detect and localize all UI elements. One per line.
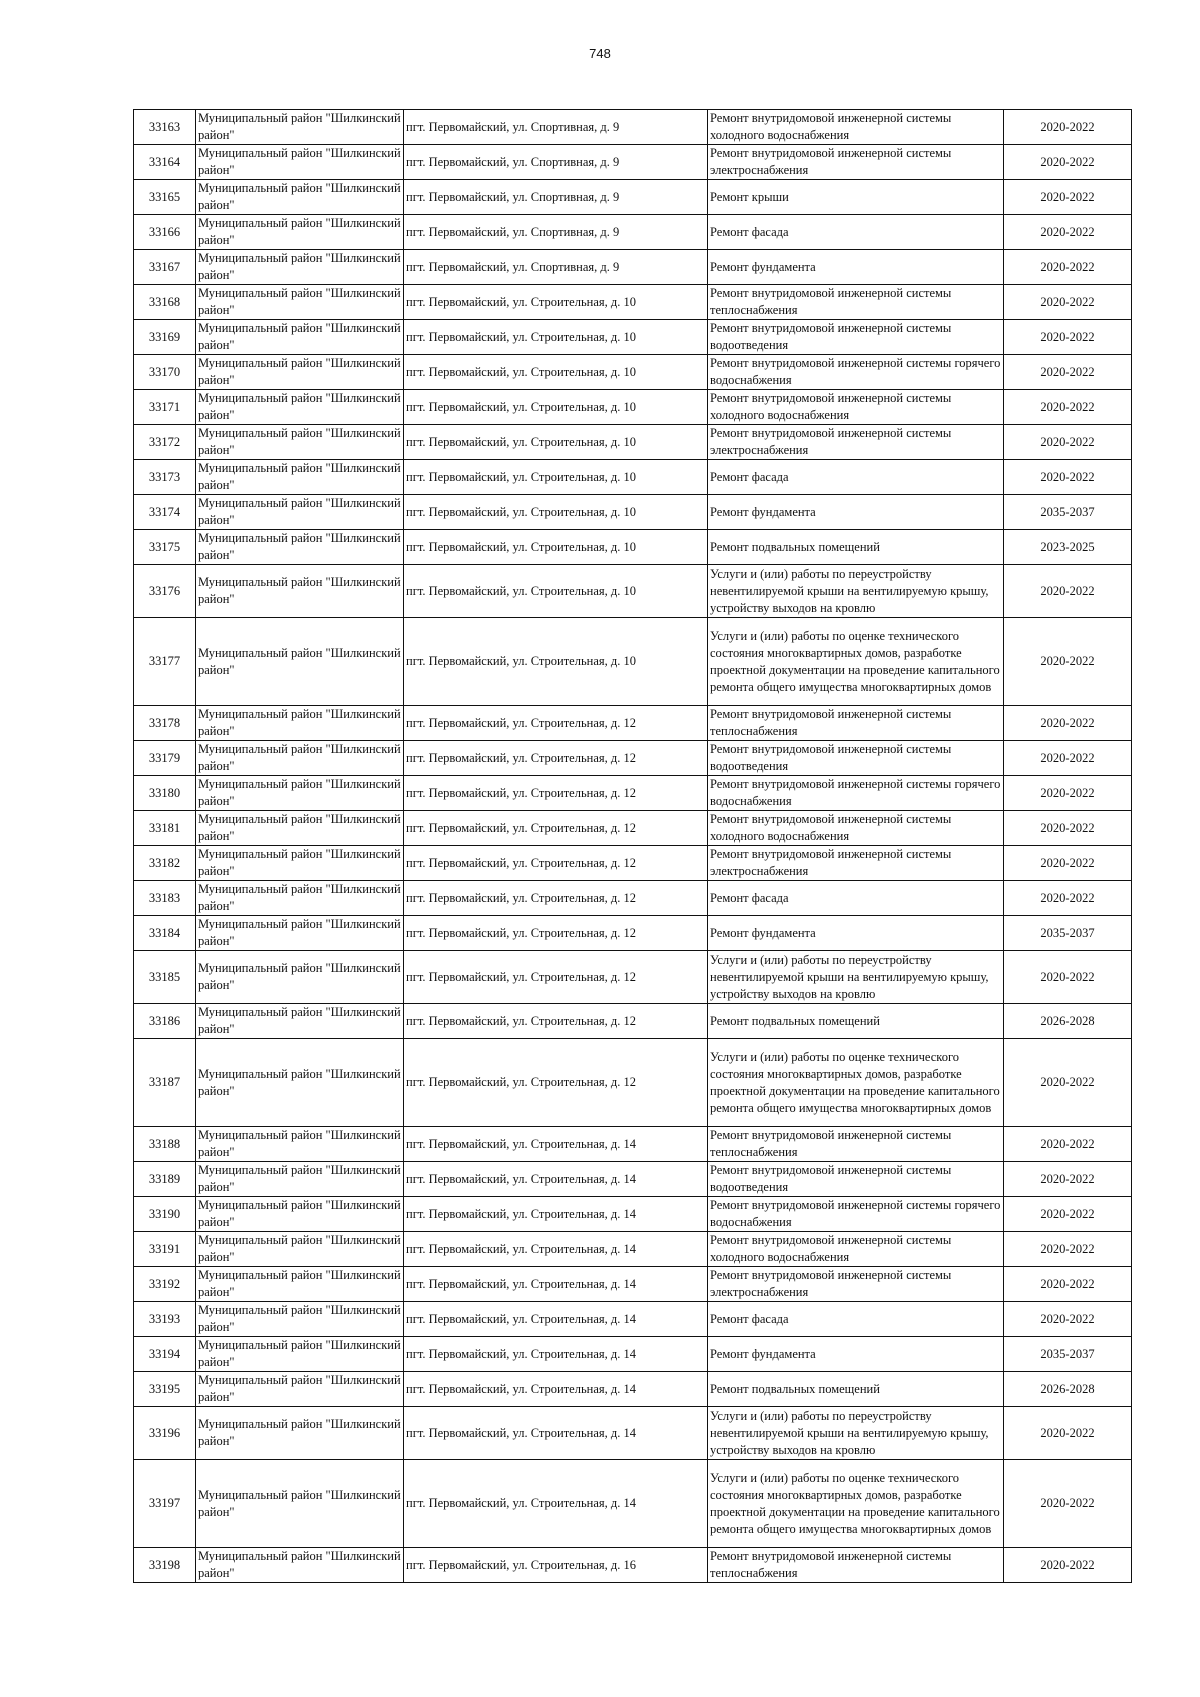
address-cell: пгт. Первомайский, ул. Спортивная, д. 9	[404, 110, 708, 145]
municipality-cell: Муниципальный район "Шилкинский район"	[196, 1004, 404, 1039]
period-cell: 2023-2025	[1004, 530, 1132, 565]
municipality-cell: Муниципальный район "Шилкинский район"	[196, 355, 404, 390]
address-cell: пгт. Первомайский, ул. Строительная, д. 14	[404, 1267, 708, 1302]
municipality-cell: Муниципальный район "Шилкинский район"	[196, 565, 404, 618]
period-cell: 2020-2022	[1004, 1162, 1132, 1197]
period-cell: 2026-2028	[1004, 1372, 1132, 1407]
work-type-cell: Ремонт внутридомовой инженерной системы горячего водоснабжения	[708, 355, 1004, 390]
record-number: 33191	[134, 1232, 196, 1267]
record-number: 33196	[134, 1407, 196, 1460]
table-row	[134, 951, 1132, 1004]
work-type-cell: Ремонт фасада	[708, 881, 1004, 916]
period-cell: 2020-2022	[1004, 250, 1132, 285]
work-type-cell: Ремонт фасада	[708, 460, 1004, 495]
address-cell: пгт. Первомайский, ул. Строительная, д. 14	[404, 1232, 708, 1267]
municipality-cell: Муниципальный район "Шилкинский район"	[196, 425, 404, 460]
record-number: 33198	[134, 1548, 196, 1583]
address-cell: пгт. Первомайский, ул. Строительная, д. 12	[404, 706, 708, 741]
table-row	[134, 1407, 1132, 1460]
address-cell: пгт. Первомайский, ул. Спортивная, д. 9	[404, 180, 708, 215]
work-type-cell: Ремонт крыши	[708, 180, 1004, 215]
table-row	[134, 355, 1132, 390]
period-cell: 2020-2022	[1004, 460, 1132, 495]
table-row	[134, 530, 1132, 565]
municipality-cell: Муниципальный район "Шилкинский район"	[196, 951, 404, 1004]
address-cell: пгт. Первомайский, ул. Строительная, д. 14	[404, 1460, 708, 1548]
record-number: 33194	[134, 1337, 196, 1372]
municipality-cell: Муниципальный район "Шилкинский район"	[196, 1162, 404, 1197]
record-number: 33182	[134, 846, 196, 881]
repair-schedule-table	[133, 109, 1132, 1583]
table-row	[134, 1039, 1132, 1127]
table-row	[134, 180, 1132, 215]
table-row	[134, 1127, 1132, 1162]
municipality-cell: Муниципальный район "Шилкинский район"	[196, 1232, 404, 1267]
table-row	[134, 1162, 1132, 1197]
address-cell: пгт. Первомайский, ул. Строительная, д. 10	[404, 390, 708, 425]
period-cell: 2020-2022	[1004, 1127, 1132, 1162]
work-type-cell: Ремонт внутридомовой инженерной системы холодного водоснабжения	[708, 811, 1004, 846]
record-number: 33175	[134, 530, 196, 565]
work-type-cell: Услуги и (или) работы по переустройству невентилируемой крыши на вентилируемую крышу, устройству выходов на кровлю	[708, 1407, 1004, 1460]
municipality-cell: Муниципальный район "Шилкинский район"	[196, 460, 404, 495]
record-number: 33168	[134, 285, 196, 320]
address-cell: пгт. Первомайский, ул. Строительная, д. 12	[404, 741, 708, 776]
municipality-cell: Муниципальный район "Шилкинский район"	[196, 285, 404, 320]
address-cell: пгт. Первомайский, ул. Строительная, д. 10	[404, 320, 708, 355]
address-cell: пгт. Первомайский, ул. Строительная, д. 10	[404, 530, 708, 565]
record-number: 33197	[134, 1460, 196, 1548]
work-type-cell: Ремонт фундамента	[708, 916, 1004, 951]
record-number: 33164	[134, 145, 196, 180]
municipality-cell: Муниципальный район "Шилкинский район"	[196, 1197, 404, 1232]
table-row	[134, 706, 1132, 741]
address-cell: пгт. Первомайский, ул. Спортивная, д. 9	[404, 215, 708, 250]
table-row	[134, 250, 1132, 285]
address-cell: пгт. Первомайский, ул. Строительная, д. 14	[404, 1302, 708, 1337]
record-number: 33192	[134, 1267, 196, 1302]
work-type-cell: Услуги и (или) работы по оценке технического состояния многоквартирных домов, разработке проектной документации на проведение капитального ремонта общего имущества многоквартирных домов	[708, 1460, 1004, 1548]
address-cell: пгт. Первомайский, ул. Строительная, д. 10	[404, 355, 708, 390]
municipality-cell: Муниципальный район "Шилкинский район"	[196, 1267, 404, 1302]
record-number: 33187	[134, 1039, 196, 1127]
table-row	[134, 495, 1132, 530]
period-cell: 2020-2022	[1004, 1460, 1132, 1548]
table-row	[134, 1302, 1132, 1337]
period-cell: 2020-2022	[1004, 776, 1132, 811]
municipality-cell: Муниципальный район "Шилкинский район"	[196, 776, 404, 811]
table-row	[134, 390, 1132, 425]
work-type-cell: Ремонт внутридомовой инженерной системы водоотведения	[708, 320, 1004, 355]
municipality-cell: Муниципальный район "Шилкинский район"	[196, 390, 404, 425]
work-type-cell: Ремонт внутридомовой инженерной системы теплоснабжения	[708, 1548, 1004, 1583]
period-cell: 2026-2028	[1004, 1004, 1132, 1039]
table-row	[134, 916, 1132, 951]
municipality-cell: Муниципальный район "Шилкинский район"	[196, 846, 404, 881]
record-number: 33174	[134, 495, 196, 530]
period-cell: 2020-2022	[1004, 1548, 1132, 1583]
work-type-cell: Ремонт фасада	[708, 215, 1004, 250]
record-number: 33183	[134, 881, 196, 916]
municipality-cell: Муниципальный район "Шилкинский район"	[196, 180, 404, 215]
address-cell: пгт. Первомайский, ул. Строительная, д. 10	[404, 425, 708, 460]
table-row	[134, 741, 1132, 776]
record-number: 33177	[134, 618, 196, 706]
table-row	[134, 285, 1132, 320]
municipality-cell: Муниципальный район "Шилкинский район"	[196, 811, 404, 846]
record-number: 33193	[134, 1302, 196, 1337]
period-cell: 2020-2022	[1004, 1232, 1132, 1267]
address-cell: пгт. Первомайский, ул. Строительная, д. 16	[404, 1548, 708, 1583]
table-row	[134, 320, 1132, 355]
period-cell: 2020-2022	[1004, 618, 1132, 706]
work-type-cell: Ремонт внутридомовой инженерной системы горячего водоснабжения	[708, 776, 1004, 811]
period-cell: 2020-2022	[1004, 565, 1132, 618]
period-cell: 2020-2022	[1004, 1407, 1132, 1460]
address-cell: пгт. Первомайский, ул. Спортивная, д. 9	[404, 250, 708, 285]
work-type-cell: Услуги и (или) работы по переустройству невентилируемой крыши на вентилируемую крышу, устройству выходов на кровлю	[708, 951, 1004, 1004]
period-cell: 2020-2022	[1004, 425, 1132, 460]
record-number: 33189	[134, 1162, 196, 1197]
period-cell: 2020-2022	[1004, 706, 1132, 741]
work-type-cell: Ремонт подвальных помещений	[708, 530, 1004, 565]
period-cell: 2020-2022	[1004, 846, 1132, 881]
address-cell: пгт. Первомайский, ул. Строительная, д. 10	[404, 460, 708, 495]
municipality-cell: Муниципальный район "Шилкинский район"	[196, 1407, 404, 1460]
period-cell: 2020-2022	[1004, 145, 1132, 180]
record-number: 33163	[134, 110, 196, 145]
record-number: 33178	[134, 706, 196, 741]
period-cell: 2035-2037	[1004, 495, 1132, 530]
work-type-cell: Ремонт внутридомовой инженерной системы теплоснабжения	[708, 1127, 1004, 1162]
municipality-cell: Муниципальный район "Шилкинский район"	[196, 706, 404, 741]
record-number: 33176	[134, 565, 196, 618]
record-number: 33180	[134, 776, 196, 811]
address-cell: пгт. Первомайский, ул. Строительная, д. 14	[404, 1197, 708, 1232]
work-type-cell: Услуги и (или) работы по переустройству невентилируемой крыши на вентилируемую крышу, устройству выходов на кровлю	[708, 565, 1004, 618]
address-cell: пгт. Первомайский, ул. Строительная, д. 12	[404, 1004, 708, 1039]
table-row	[134, 460, 1132, 495]
period-cell: 2020-2022	[1004, 881, 1132, 916]
work-type-cell: Ремонт внутридомовой инженерной системы теплоснабжения	[708, 285, 1004, 320]
table-row	[134, 1232, 1132, 1267]
record-number: 33184	[134, 916, 196, 951]
work-type-cell: Ремонт внутридомовой инженерной системы электроснабжения	[708, 846, 1004, 881]
table-row	[134, 1267, 1132, 1302]
municipality-cell: Муниципальный район "Шилкинский район"	[196, 145, 404, 180]
table-row	[134, 846, 1132, 881]
work-type-cell: Ремонт внутридомовой инженерной системы электроснабжения	[708, 145, 1004, 180]
record-number: 33169	[134, 320, 196, 355]
municipality-cell: Муниципальный район "Шилкинский район"	[196, 1460, 404, 1548]
municipality-cell: Муниципальный район "Шилкинский район"	[196, 1337, 404, 1372]
work-type-cell: Ремонт фасада	[708, 1302, 1004, 1337]
table-body	[134, 110, 1132, 1583]
address-cell: пгт. Первомайский, ул. Строительная, д. 12	[404, 846, 708, 881]
period-cell: 2020-2022	[1004, 811, 1132, 846]
municipality-cell: Муниципальный район "Шилкинский район"	[196, 1127, 404, 1162]
address-cell: пгт. Первомайский, ул. Строительная, д. 14	[404, 1162, 708, 1197]
municipality-cell: Муниципальный район "Шилкинский район"	[196, 320, 404, 355]
period-cell: 2020-2022	[1004, 320, 1132, 355]
address-cell: пгт. Первомайский, ул. Строительная, д. 12	[404, 951, 708, 1004]
municipality-cell: Муниципальный район "Шилкинский район"	[196, 110, 404, 145]
record-number: 33190	[134, 1197, 196, 1232]
record-number: 33173	[134, 460, 196, 495]
table-row	[134, 1337, 1132, 1372]
record-number: 33172	[134, 425, 196, 460]
work-type-cell: Ремонт подвальных помещений	[708, 1004, 1004, 1039]
work-type-cell: Ремонт внутридомовой инженерной системы водоотведения	[708, 1162, 1004, 1197]
work-type-cell: Ремонт фундамента	[708, 250, 1004, 285]
record-number: 33179	[134, 741, 196, 776]
work-type-cell: Ремонт внутридомовой инженерной системы холодного водоснабжения	[708, 110, 1004, 145]
work-type-cell: Ремонт фундамента	[708, 495, 1004, 530]
table-row	[134, 881, 1132, 916]
municipality-cell: Муниципальный район "Шилкинский район"	[196, 1548, 404, 1583]
address-cell: пгт. Первомайский, ул. Строительная, д. 14	[404, 1407, 708, 1460]
record-number: 33185	[134, 951, 196, 1004]
period-cell: 2020-2022	[1004, 285, 1132, 320]
municipality-cell: Муниципальный район "Шилкинский район"	[196, 618, 404, 706]
record-number: 33186	[134, 1004, 196, 1039]
work-type-cell: Ремонт внутридомовой инженерной системы теплоснабжения	[708, 706, 1004, 741]
period-cell: 2020-2022	[1004, 355, 1132, 390]
table-row	[134, 215, 1132, 250]
record-number: 33195	[134, 1372, 196, 1407]
work-type-cell: Услуги и (или) работы по оценке технического состояния многоквартирных домов, разработке проектной документации на проведение капитального ремонта общего имущества многоквартирных домов	[708, 1039, 1004, 1127]
table-row	[134, 1372, 1132, 1407]
work-type-cell: Ремонт подвальных помещений	[708, 1372, 1004, 1407]
record-number: 33188	[134, 1127, 196, 1162]
work-type-cell: Услуги и (или) работы по оценке технического состояния многоквартирных домов, разработке проектной документации на проведение капитального ремонта общего имущества многоквартирных домов	[708, 618, 1004, 706]
municipality-cell: Муниципальный район "Шилкинский район"	[196, 1372, 404, 1407]
period-cell: 2035-2037	[1004, 916, 1132, 951]
period-cell: 2020-2022	[1004, 110, 1132, 145]
municipality-cell: Муниципальный район "Шилкинский район"	[196, 250, 404, 285]
address-cell: пгт. Первомайский, ул. Строительная, д. 12	[404, 881, 708, 916]
work-type-cell: Ремонт внутридомовой инженерной системы холодного водоснабжения	[708, 390, 1004, 425]
address-cell: пгт. Первомайский, ул. Строительная, д. 14	[404, 1127, 708, 1162]
municipality-cell: Муниципальный район "Шилкинский район"	[196, 1302, 404, 1337]
address-cell: пгт. Первомайский, ул. Строительная, д. 10	[404, 285, 708, 320]
record-number: 33171	[134, 390, 196, 425]
work-type-cell: Ремонт внутридомовой инженерной системы электроснабжения	[708, 1267, 1004, 1302]
period-cell: 2020-2022	[1004, 180, 1132, 215]
table-row	[134, 565, 1132, 618]
period-cell: 2020-2022	[1004, 1197, 1132, 1232]
table-row	[134, 618, 1132, 706]
table-row	[134, 110, 1132, 145]
work-type-cell: Ремонт внутридомовой инженерной системы электроснабжения	[708, 425, 1004, 460]
table-row	[134, 1548, 1132, 1583]
address-cell: пгт. Первомайский, ул. Строительная, д. 10	[404, 495, 708, 530]
period-cell: 2020-2022	[1004, 741, 1132, 776]
address-cell: пгт. Первомайский, ул. Строительная, д. 14	[404, 1337, 708, 1372]
table-row	[134, 1460, 1132, 1548]
period-cell: 2020-2022	[1004, 1039, 1132, 1127]
work-type-cell: Ремонт внутридомовой инженерной системы горячего водоснабжения	[708, 1197, 1004, 1232]
address-cell: пгт. Первомайский, ул. Строительная, д. 12	[404, 916, 708, 951]
municipality-cell: Муниципальный район "Шилкинский район"	[196, 881, 404, 916]
work-type-cell: Ремонт внутридомовой инженерной системы водоотведения	[708, 741, 1004, 776]
record-number: 33165	[134, 180, 196, 215]
address-cell: пгт. Первомайский, ул. Строительная, д. 12	[404, 1039, 708, 1127]
municipality-cell: Муниципальный район "Шилкинский район"	[196, 741, 404, 776]
address-cell: пгт. Первомайский, ул. Строительная, д. 10	[404, 565, 708, 618]
table-row	[134, 776, 1132, 811]
record-number: 33181	[134, 811, 196, 846]
record-number: 33166	[134, 215, 196, 250]
municipality-cell: Муниципальный район "Шилкинский район"	[196, 530, 404, 565]
period-cell: 2020-2022	[1004, 1267, 1132, 1302]
period-cell: 2020-2022	[1004, 390, 1132, 425]
table-row	[134, 811, 1132, 846]
record-number: 33167	[134, 250, 196, 285]
work-type-cell: Ремонт внутридомовой инженерной системы холодного водоснабжения	[708, 1232, 1004, 1267]
address-cell: пгт. Первомайский, ул. Строительная, д. 14	[404, 1372, 708, 1407]
page-number: 748	[589, 46, 611, 61]
municipality-cell: Муниципальный район "Шилкинский район"	[196, 1039, 404, 1127]
address-cell: пгт. Первомайский, ул. Строительная, д. 12	[404, 776, 708, 811]
table-row	[134, 145, 1132, 180]
address-cell: пгт. Первомайский, ул. Спортивная, д. 9	[404, 145, 708, 180]
table-row	[134, 1004, 1132, 1039]
period-cell: 2020-2022	[1004, 215, 1132, 250]
table-row	[134, 425, 1132, 460]
period-cell: 2020-2022	[1004, 1302, 1132, 1337]
address-cell: пгт. Первомайский, ул. Строительная, д. 10	[404, 618, 708, 706]
municipality-cell: Муниципальный район "Шилкинский район"	[196, 916, 404, 951]
work-type-cell: Ремонт фундамента	[708, 1337, 1004, 1372]
table-row	[134, 1197, 1132, 1232]
municipality-cell: Муниципальный район "Шилкинский район"	[196, 215, 404, 250]
period-cell: 2035-2037	[1004, 1337, 1132, 1372]
address-cell: пгт. Первомайский, ул. Строительная, д. 12	[404, 811, 708, 846]
record-number: 33170	[134, 355, 196, 390]
period-cell: 2020-2022	[1004, 951, 1132, 1004]
municipality-cell: Муниципальный район "Шилкинский район"	[196, 495, 404, 530]
